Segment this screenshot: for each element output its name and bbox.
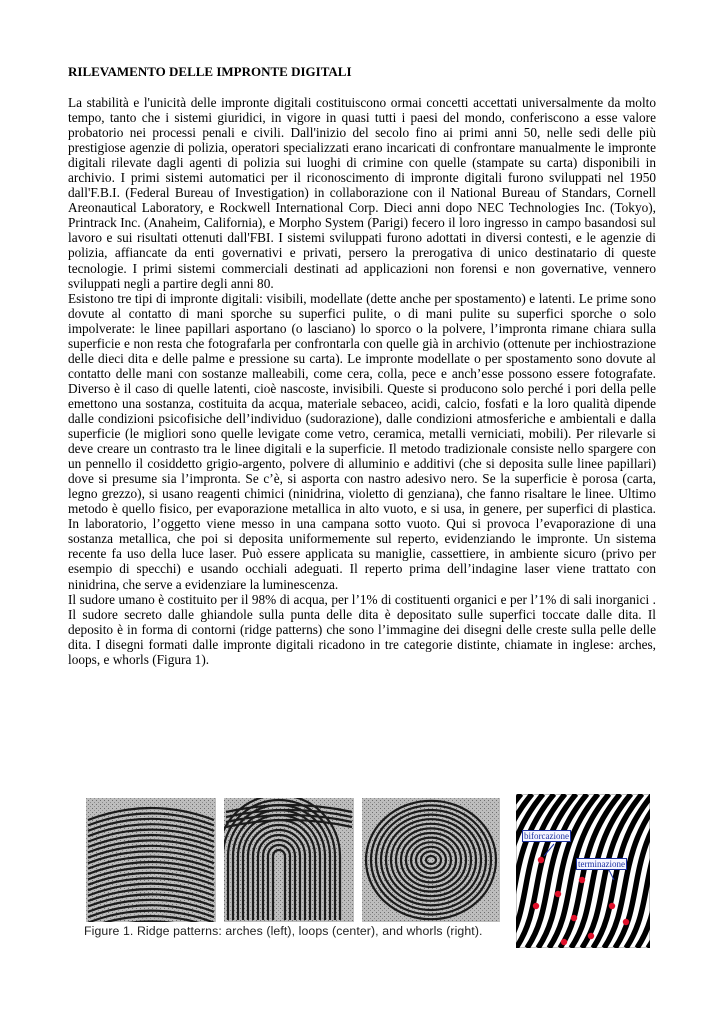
minutiae-image [516, 794, 650, 948]
whorl-fingerprint [362, 798, 500, 922]
minutia-marker [579, 877, 585, 883]
document-body [68, 95, 656, 667]
biforcazione-label: biforcazione [524, 831, 569, 841]
minutia-marker [609, 903, 615, 909]
paragraph-types: Esistono tre tipi di impronte digitali: visibili, modellate (dette anche per spostamento) e latenti. Le prime sono dovute al contatto di mani sporche su superfici pulite, o di mani pulite su superfici sporche o solo impolverate: le linee papillari asportano (o lasciano) lo sporco o la polvere, l’impronta rimane chiara sulla superficie e non resta che fotografarla per confrontarla con quelle già in archivio (ottenute per inchiostrazione delle dieci dita e delle palme e pressione su carta). Le impronte modellate o per spostamento sono dovute al contatto delle mani con sostanze malleabili, come cera, colla, pece e anch’esse possono essere fotografate. Diverso è il caso di quelle latenti, cioè nascoste, invisibili. Queste si producono solo perché i pori della pelle emettono una sostanza, costituita da acqua, materiale sebaceo, acidi, calcio, fosfati e la loro qualità dipende dalle condizioni psicofisiche dell’individuo (sudorazione), dalle condizioni atmosferiche e ambientali e dalla superficie (le migliori sono quelle levigate come vetro, ceramica, metalli verniciati, mobili). Per rilevarle si deve creare un contrasto tra le linee digitali e la superficie. Il metodo tradizionale consiste nello spargere con un pennello il cosiddetto grigio-argento, polvere di alluminio e additivi (che si deposita sulle linee papillari) dove si presume sia l’impronta. Se c’è, si asporta con nastro adesivo nero. Se la superficie è porosa (carta, legno grezzo), si usano reagenti chimici (ninidrina, violetto di genziana), che fanno risaltare le linee. Ultimo metodo è quello fisico, per evaporazione metallica in alto vuoto, e si usa, in genere, per superfici di plastica. In laboratorio, l’oggetto viene messo in una campana sotto vuoto. Qui si provoca l’evaporazione di una sostanza metallica, che poi si deposita uniformemente sul reperto, evidenziando le impronte. Un sistema recente fa uso della luce laser. Può essere applicata su maniglie, cassettiere, in ambiente sicuro (privo per esempio di specchi) e usando occhiali adeguati. Il reperto prima dell’indagine laser viene trattato con ninidrina, che serve a evidenziare la luminescenza. [68, 290, 656, 592]
minutia-marker [555, 891, 561, 897]
minutia-marker [623, 919, 629, 925]
paragraph-history: La stabilità e l'unicità delle impronte digitali costituiscono ormai concetti accettati universalmente da molto tempo, tanto che i sistemi giuridici, in vigore in quasi tutti i paesi del mondo, conferiscono a esse valore probatorio nei processi penali e civili. Dall'inizio del secolo fino ai primi anni 50, nelle sedi delle più prestigiose agenzie di polizia, operatori specializzati erano incaricati di confrontare manualmente le impronte digitali rilevate dagli agenti di polizia sui luoghi di crimine con quelle (stampate su carta) disponibili in archivio. I primi sistemi automatici per il riconoscimento di impronte digitali furono sviluppati nel 1950 dall'F.B.I. (Federal Bureau of Investigation) in collaborazione con il National Bureau of Standars, Cornell Areonautical Laboratory, e Rockwell International Corp. Dieci anni dopo NEC Technologies Inc. (Tokyo), Printrack Inc. (Anaheim, California), e Morpho System (Parigi) fecero il loro ingresso in campo basandosi sul lavoro e sui risultati ottenuti dall'FBI. I sistemi sviluppati furono adottati in diversi contesti, e le agenzie di polizia, affiancate da enti governativi e privati, persero la prerogativa di unico destinatario di queste tecnologie. I primi sistemi commerciali destinati ad applicazioni non forensi e non governative, vennero sviluppati negli a partire degli anni 80. [68, 95, 656, 291]
document-title: RILEVAMENTO DELLE IMPRONTE DIGITALI [68, 64, 352, 79]
arch-fingerprint [86, 798, 216, 933]
minutia-marker [538, 857, 544, 863]
terminazione-label: terminazione [578, 859, 625, 869]
loop-fingerprint [218, 796, 354, 922]
minutia-marker [533, 903, 539, 909]
paragraph-sweat: Il sudore umano è costituito per il 98% di acqua, per l’1% di costituenti organici e per l’1% di sali inorganici . Il sudore secreto dalle ghiandole sulla punta delle dita è depositato sulle superfici toccate dalle dita. Il deposito è in forma di contorni (ridge patterns) che sono l’immagine dei disegni delle creste sulla pelle delle dita. I disegni formati dalle impronte digitali ricadono in tre categorie distinte, chiamate in inglese: arches, loops, e whorls (Figura 1). [68, 591, 656, 667]
minutia-marker [571, 915, 577, 921]
ridge-closeup [516, 794, 650, 948]
minutia-marker [588, 933, 594, 939]
minutia-marker [561, 939, 567, 945]
figure-caption: Figure 1. Ridge patterns: arches (left), loops (center), and whorls (right). [84, 924, 483, 938]
